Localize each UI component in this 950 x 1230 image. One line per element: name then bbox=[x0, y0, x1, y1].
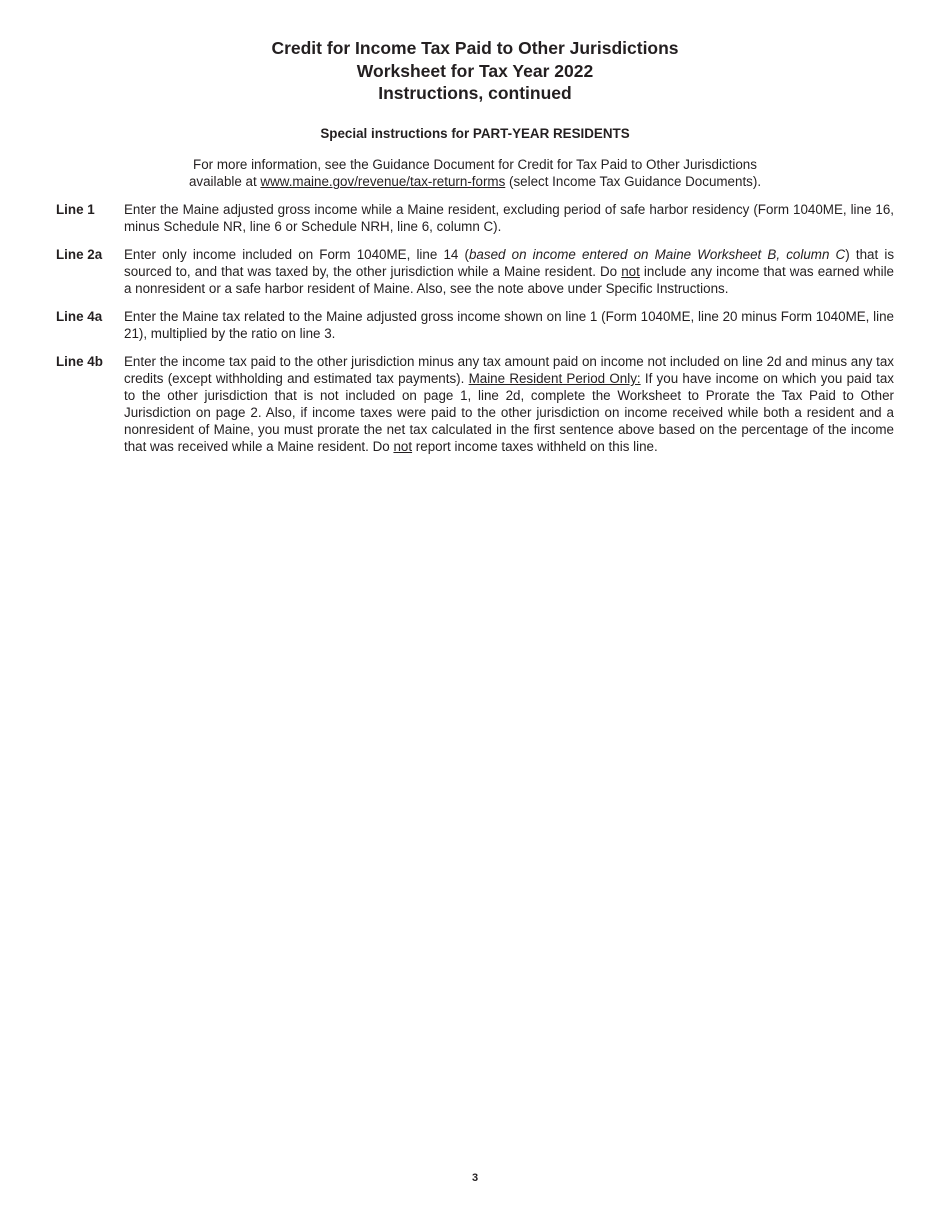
line-4b-label: Line 4b bbox=[56, 354, 103, 369]
title-line-2: Worksheet for Tax Year 2022 bbox=[356, 60, 594, 81]
document-title bbox=[0, 37, 950, 105]
line-4a-text: Enter the Maine tax related to the Maine adjusted gross income shown on line 1 (Form 1040ME, line 20 minus Form 1040ME, line 21), multiplied by the ratio on line 3. bbox=[124, 309, 894, 341]
line-2a-part2: ) that is sourced to, and that was taxed by, the other jurisdiction while a Maine resident. Do bbox=[124, 247, 895, 279]
line-4a-label: Line 4a bbox=[56, 309, 103, 324]
line-2a-instruction bbox=[56, 246, 894, 297]
line-2a-italic: based on income entered on Maine Worksheet B, column C bbox=[468, 247, 846, 262]
line-4b-text bbox=[124, 353, 894, 455]
line-2a-label: Line 2a bbox=[56, 247, 103, 262]
line-1-label: Line 1 bbox=[56, 202, 95, 217]
line-instructions bbox=[56, 201, 894, 466]
section-heading: Special instructions for PART-YEAR RESIDENTS bbox=[320, 126, 630, 141]
line-2a-underline: not bbox=[621, 264, 640, 279]
line-1-instruction bbox=[56, 201, 894, 235]
guidance-link[interactable]: www.maine.gov/revenue/tax-return-forms bbox=[260, 174, 506, 189]
line-4b-part2: If you have income on which you paid tax to the other jurisdiction that is not included on page 1, line 2d, complete the Worksheet to Prorate the Tax Paid to Other Jurisdiction on page 2. Also, if income taxes were paid to the other jurisdiction on income received while both a resident and a nonresident of Maine, you must prorate the net tax calculated in the first sentence above based on the percentage of the income that was received while a Maine resident. Do bbox=[124, 371, 894, 454]
line-4b-underline-1: Maine Resident Period Only: bbox=[468, 371, 641, 386]
info-suffix: (select Income Tax Guidance Documents). bbox=[505, 174, 762, 189]
line-4b-instruction bbox=[56, 353, 894, 455]
line-1-text: Enter the Maine adjusted gross income while a Maine resident, excluding period of safe harbor residency (Form 1040ME, line 16, minus Schedule NR, line 6 or Schedule NRH, line 6, column C). bbox=[124, 202, 894, 234]
line-4b-underline-2: not bbox=[393, 439, 413, 454]
line-2a-part1: Enter only income included on Form 1040ME, line 14 ( bbox=[124, 247, 469, 262]
info-line-2 bbox=[0, 173, 950, 190]
page-number: 3 bbox=[471, 1172, 479, 1184]
line-2a-part3: include any income that was earned while a nonresident or a safe harbor resident of Maine. Also, see the note above under Specific Instructions. bbox=[124, 264, 894, 296]
title-line-3: Instructions, continued bbox=[378, 83, 572, 103]
info-prefix: available at bbox=[188, 174, 261, 189]
line-4b-part1: Enter the income tax paid to the other jurisdiction minus any tax amount paid on income not included on line 2d and minus any tax credits (except withholding and estimated tax payments). bbox=[124, 354, 894, 386]
info-paragraph bbox=[0, 156, 950, 190]
title-line-1: Credit for Income Tax Paid to Other Jurisdictions bbox=[271, 38, 679, 58]
line-4b-part3: report income taxes withheld on this line. bbox=[412, 439, 658, 454]
info-line-1: For more information, see the Guidance Document for Credit for Tax Paid to Other Jurisdictions bbox=[193, 157, 757, 172]
line-4a-instruction bbox=[56, 308, 894, 342]
line-2a-text bbox=[124, 246, 894, 297]
